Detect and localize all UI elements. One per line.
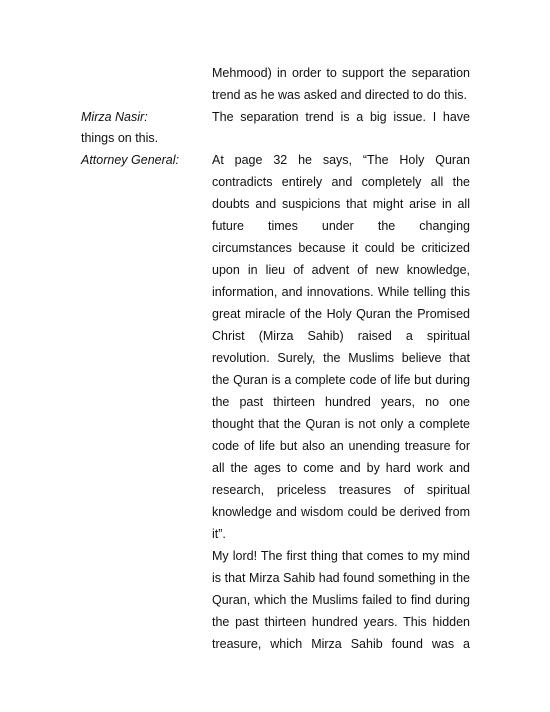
continuation-line: Mehmood) in order to support the separation — [212, 66, 470, 80]
speech-line: the Quran is a complete code of life but during — [212, 373, 470, 387]
speech-line: treasure, which Mirza Sahib found was a — [212, 637, 470, 651]
speech-line: revolution. Surely, the Muslims believe that — [212, 351, 470, 365]
mirza-nasir-line: The separation trend is a big issue. I have — [212, 110, 470, 124]
speech-line: contradicts entirely and completely all the — [212, 175, 470, 189]
speech-line: thought that the Quran is not only a complete — [212, 417, 470, 431]
speech-line: it”. — [212, 527, 226, 541]
speech-line: At page 32 he says, “The Holy Quran — [212, 153, 470, 167]
speech-line: Quran, which the Muslims failed to find during — [212, 593, 470, 607]
speech-line: circumstances because it could be criticized — [212, 241, 470, 255]
speaker-attorney-general: Attorney General: — [81, 153, 179, 167]
speech-line: all the ages to come and by hard work and — [212, 461, 470, 475]
speech-line: the past thirteen hundred years. This hidden — [212, 615, 470, 629]
speech-line: My lord! The first thing that comes to my mind — [212, 549, 470, 563]
speech-line: doubts and suspicions that might arise in all — [212, 197, 470, 211]
speech-line: research, priceless treasures of spiritual — [212, 483, 470, 497]
continuation-line: trend as he was asked and directed to do this. — [212, 88, 468, 102]
speech-line: great miracle of the Holy Quran the Promised — [212, 307, 470, 321]
speech-line: upon in lieu of advent of new knowledge, — [212, 263, 470, 277]
speech-line: is that Mirza Sahib had found something in the — [212, 571, 470, 585]
speech-line: future times under the changing — [212, 219, 470, 233]
speaker-mirza-nasir: Mirza Nasir: — [81, 110, 148, 124]
speech-line: information, and innovations. While telling this — [212, 285, 470, 299]
mirza-nasir-overflow-line: things on this. — [81, 131, 159, 145]
speech-line: Christ (Mirza Sahib) raised a spiritual — [212, 329, 470, 343]
speech-line: knowledge and wisdom could be derived from — [212, 505, 470, 519]
speech-line: code of life but also an unending treasure for — [212, 439, 470, 453]
speech-line: the past thirteen hundred years, no one — [212, 395, 470, 409]
